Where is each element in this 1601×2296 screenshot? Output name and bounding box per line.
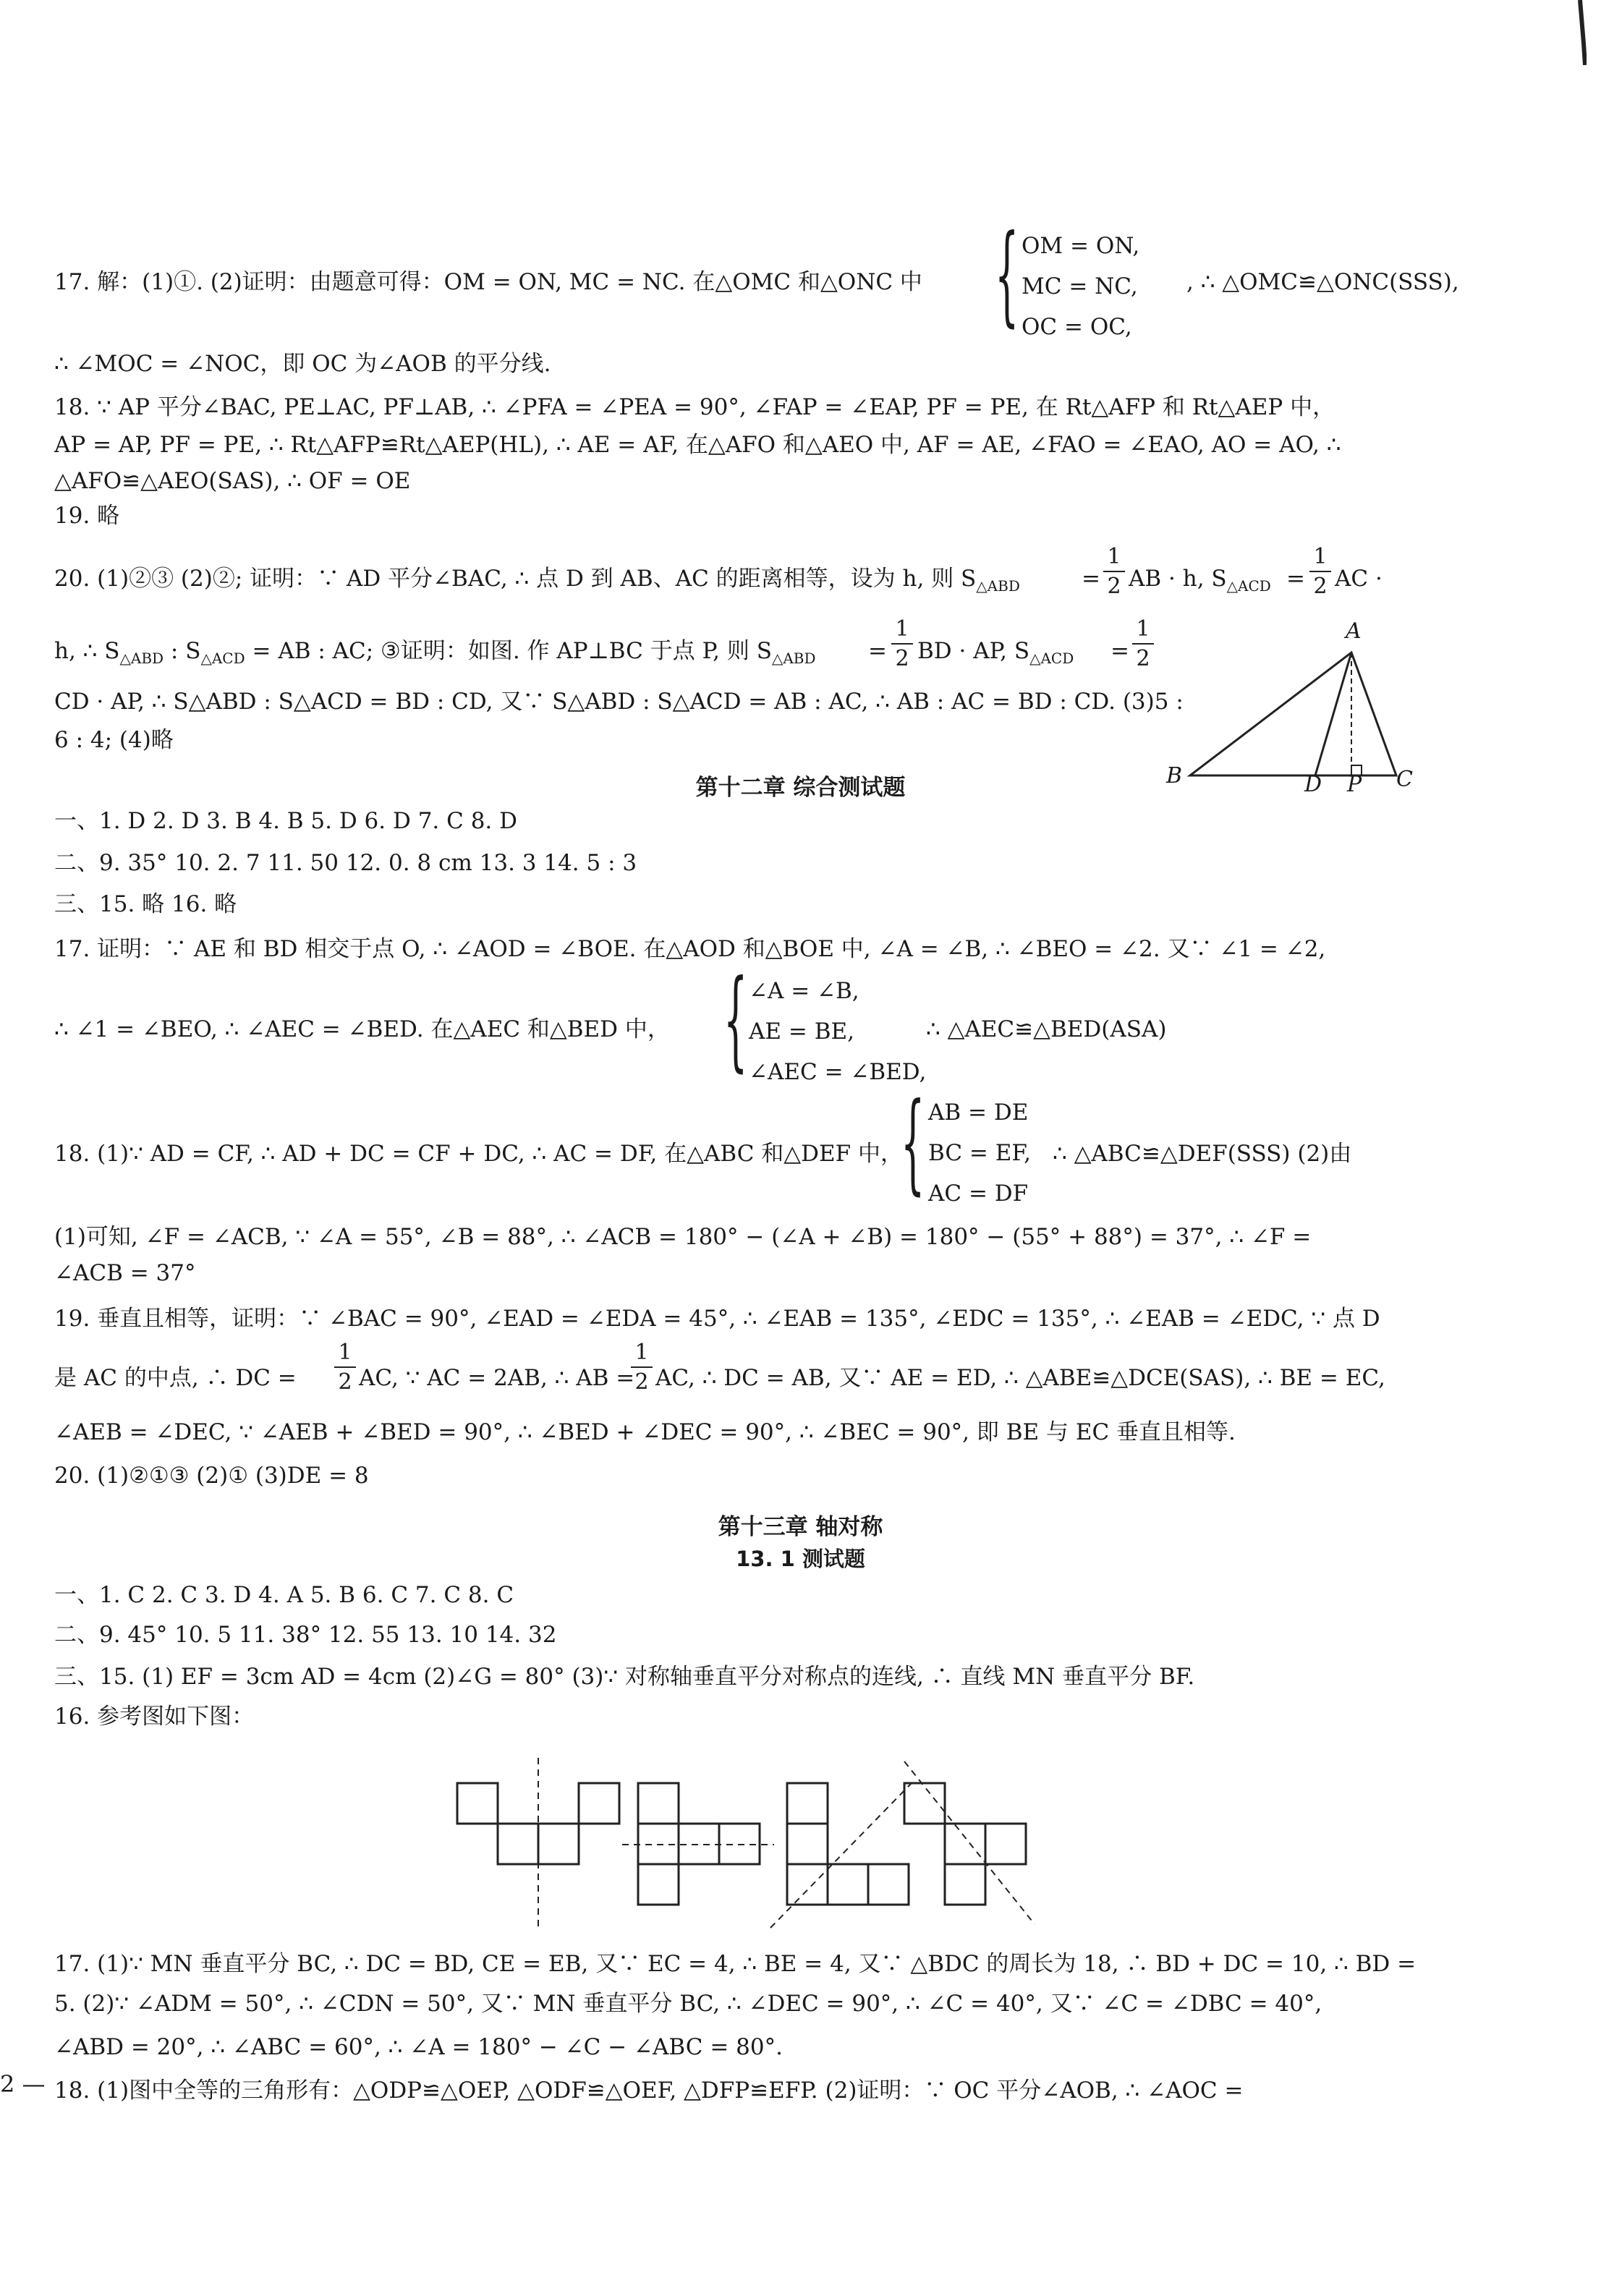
- text-line: 一、1. D 2. D 3. B 4. B 5. D 6. D 7. C 8. D: [54, 808, 517, 834]
- fraction: [334, 1340, 356, 1395]
- fraction-denominator: 2: [1136, 646, 1150, 671]
- fraction-denominator: 2: [1107, 574, 1121, 599]
- equals-sign: =: [1286, 566, 1305, 592]
- system-row: OM = ON,: [1022, 233, 1140, 259]
- equation-system: [928, 1092, 1031, 1214]
- fraction-denominator: 2: [895, 646, 909, 671]
- text-line: [54, 564, 1020, 600]
- equals-sign: =: [1110, 638, 1129, 664]
- system-brace: {: [901, 1080, 925, 1206]
- label-a: A: [1346, 618, 1362, 644]
- text-line: 二、9. 35° 10. 2. 7 11. 50 12. 0. 8 cm 13. 3 14. 5 : 3: [54, 850, 637, 876]
- text-line: AC, ∵ AC = 2AB, ∴ AB =: [359, 1365, 635, 1391]
- text-line: 一、1. C 2. C 3. D 4. A 5. B 6. C 7. C 8. C: [54, 1582, 514, 1608]
- fraction-numerator: 1: [338, 1340, 352, 1365]
- text-line: 19. 垂直且相等，证明：∵ ∠BAC = 90°, ∠EAD = ∠EDA = 45°, ∴ ∠EAB = 135°, ∠EDC = 135°, ∴ ∠EAB = ∠EDC, ∵ 点 D: [54, 1306, 1380, 1332]
- fraction-numerator: 1: [1136, 616, 1150, 642]
- text-line: (1)可知, ∠F = ∠ACB, ∵ ∠A = 55°, ∠B = 88°, ∴ ∠ACB = 180° − (∠A + ∠B) = 180° − (55° + 88°) = 37°, ∴ ∠F =: [54, 1224, 1312, 1250]
- text-line: ∠ACB = 37°: [54, 1260, 196, 1286]
- text-line: AP = AP, PF = PE, ∴ Rt△AFP≌Rt△AEP(HL), ∴ AE = AF, 在△AFO 和△AEO 中, AF = AE, ∠FAO = ∠EAO, AO = AO, ∴: [54, 432, 1341, 458]
- text-line: 18. (1)∵ AD = CF, ∴ AD + DC = CF + DC, ∴ AC = DF, 在△ABC 和△DEF 中，: [54, 1141, 903, 1167]
- label-b: B: [1166, 763, 1183, 788]
- text-span: : S: [170, 638, 201, 664]
- text-line: 16. 参考图如下图：: [54, 1704, 255, 1730]
- subscript: △ABD: [119, 650, 164, 668]
- system-brace: {: [995, 212, 1019, 338]
- equation-system: [1022, 226, 1139, 347]
- subscript: △ABD: [771, 650, 816, 668]
- system-row: OC = OC,: [1022, 314, 1132, 340]
- text-line: 17. 证明：∵ AE 和 BD 相交于点 O, ∴ ∠AOD = ∠BOE. 在△AOD 和△BOE 中, ∠A = ∠B, ∴ ∠BEO = ∠2. 又∵ ∠1 = ∠2,: [54, 936, 1326, 962]
- system-row: AE = BE,: [749, 1019, 854, 1045]
- equation-system: [749, 971, 926, 1092]
- text-span: 20. (1)②③ (2)②; 证明：∵ AD 平分∠BAC, ∴ 点 D 到 AB、AC 的距离相等，设为 h, 则 S: [54, 566, 977, 592]
- text-line: 19. 略: [54, 503, 120, 529]
- text-line: [917, 637, 1074, 673]
- fraction-denominator: 2: [634, 1369, 649, 1395]
- text-line: ∠AEB = ∠DEC, ∵ ∠AEB + ∠BED = 90°, ∴ ∠BED + ∠DEC = 90°, ∴ ∠BEC = 90°, 即 BE 与 EC 垂直且相等.: [54, 1419, 1236, 1445]
- subsection-heading: 13. 1 测试题: [736, 1547, 865, 1571]
- equals-sign: =: [1082, 566, 1100, 592]
- text-line: 是 AC 的中点, ∴ DC =: [54, 1365, 297, 1391]
- text-line: , ∴ △OMC≌△ONC(SSS),: [1186, 269, 1459, 295]
- text-line: 17. (1)∵ MN 垂直平分 BC, ∴ DC = BD, CE = EB, 又∵ EC = 4, ∴ BE = 4, 又∵ △BDC 的周长为 18, ∴ BD + DC = 10, ∴ BD =: [54, 1951, 1417, 1977]
- text-line: 17. 解：(1)①. (2)证明：由题意可得：OM = ON, MC = NC. 在△OMC 和△ONC 中: [54, 269, 922, 295]
- system-row: MC = NC,: [1022, 273, 1138, 299]
- system-brace: {: [723, 957, 748, 1083]
- fraction-numerator: 1: [895, 616, 909, 642]
- system-row: BC = EF,: [928, 1140, 1031, 1166]
- system-row: AC = DF: [928, 1181, 1029, 1207]
- section-heading: 第十三章 轴对称: [718, 1514, 883, 1540]
- fraction-denominator: 2: [1313, 574, 1328, 599]
- fraction-denominator: 2: [338, 1369, 352, 1395]
- system-row: ∠AEC = ∠BED,: [749, 1059, 927, 1085]
- text-line: AC, ∴ DC = AB, 又∵ AE = ED, ∴ △ABE≌△DCE(SAS), ∴ BE = EC,: [655, 1365, 1385, 1391]
- fraction-numerator: 1: [634, 1340, 649, 1365]
- figure-3: [770, 1783, 912, 1928]
- segment-ad: [1315, 652, 1351, 775]
- fraction: [1132, 616, 1154, 671]
- fraction: [891, 616, 913, 671]
- subscript: △ACD: [1226, 577, 1271, 595]
- triangle-abc: [1190, 652, 1396, 775]
- text-line: 18. (1)图中全等的三角形有：△ODP≌△OEP, △ODF≌△OEF, △DFP≌EFP. (2)证明：∵ OC 平分∠AOB, ∴ ∠AOC =: [54, 2078, 1244, 2104]
- label-p: P: [1347, 772, 1362, 797]
- label-d: D: [1304, 772, 1322, 797]
- text-line: 20. (1)②①③ (2)① (3)DE = 8: [54, 1463, 369, 1489]
- text-span: AB · h, S: [1129, 566, 1227, 592]
- figure-1: [457, 1758, 619, 1931]
- fraction-numerator: 1: [1313, 544, 1328, 569]
- text-line: 6 : 4; (4)略: [54, 727, 174, 753]
- text-line: ∴ ∠1 = ∠BEO, ∴ ∠AEC = ∠BED. 在△AEC 和△BED 中，: [54, 1016, 670, 1042]
- text-line: 5. (2)∵ ∠ADM = 50°, ∴ ∠CDN = 50°, 又∵ MN 垂直平分 BC, ∴ ∠DEC = 90°, ∴ ∠C = 40°, 又∵ ∠C = ∠DBC = 40°,: [54, 1991, 1322, 2017]
- text-span: BD · AP, S: [917, 638, 1030, 664]
- fraction: [1103, 544, 1125, 599]
- text-line: ∠ABD = 20°, ∴ ∠ABC = 60°, ∴ ∠A = 180° − ∠C − ∠ABC = 80°.: [54, 2034, 783, 2060]
- page-number: 2 —: [0, 2070, 46, 2098]
- subscript: △ABD: [976, 577, 1020, 595]
- text-line: [54, 637, 816, 673]
- text-span: = AB : AC; ③证明：如图. 作 AP⊥BC 于点 P, 则 S: [252, 638, 772, 664]
- subscript: △ACD: [1029, 650, 1074, 668]
- fraction: [631, 1340, 653, 1395]
- text-line: ∴ △ABC≌△DEF(SSS) (2)由: [1053, 1141, 1352, 1167]
- text-line: ∴ △AEC≌△BED(ASA): [926, 1016, 1167, 1042]
- symmetry-figures: [449, 1751, 1049, 1939]
- text-line: 二、9. 45° 10. 5 11. 38° 12. 55 13. 10 14. 32: [54, 1622, 557, 1648]
- system-row: AB = DE: [928, 1100, 1029, 1126]
- text-line: 三、15. 略 16. 略: [54, 891, 237, 917]
- figure-2: [622, 1783, 774, 1905]
- system-row: ∠A = ∠B,: [749, 978, 859, 1004]
- subscript: △ACD: [200, 650, 245, 668]
- text-line: [1129, 564, 1271, 600]
- text-span: h, ∴ S: [54, 638, 120, 664]
- text-line: 三、15. (1) EF = 3cm AD = 4cm (2)∠G = 80° (3)∵ 对称轴垂直平分对称点的连线, ∴ 直线 MN 垂直平分 BF.: [54, 1664, 1195, 1690]
- equals-sign: =: [868, 638, 887, 664]
- page-edge-mark: [1578, 0, 1587, 65]
- text-line: △AFO≌△AEO(SAS), ∴ OF = OE: [54, 468, 411, 494]
- section-heading: 第十二章 综合测试题: [695, 775, 906, 801]
- text-line: AC ·: [1335, 566, 1383, 592]
- label-c: C: [1396, 767, 1413, 792]
- fraction: [1309, 544, 1331, 599]
- text-line: ∴ ∠MOC = ∠NOC，即 OC 为∠AOB 的平分线.: [54, 351, 551, 377]
- text-line: 18. ∵ AP 平分∠BAC, PE⊥AC, PF⊥AB, ∴ ∠PFA = ∠PEA = 90°, ∠FAP = ∠EAP, PF = PE, 在 Rt△AFP 和 Rt△AEP 中，: [54, 394, 1335, 420]
- text-line: CD · AP, ∴ S△ABD : S△ACD = BD : CD, 又∵ S△ABD : S△ACD = AB : AC, ∴ AB : AC = BD : CD. (3)5 :: [54, 689, 1184, 715]
- figure-4: [904, 1761, 1035, 1924]
- fraction-numerator: 1: [1107, 544, 1121, 569]
